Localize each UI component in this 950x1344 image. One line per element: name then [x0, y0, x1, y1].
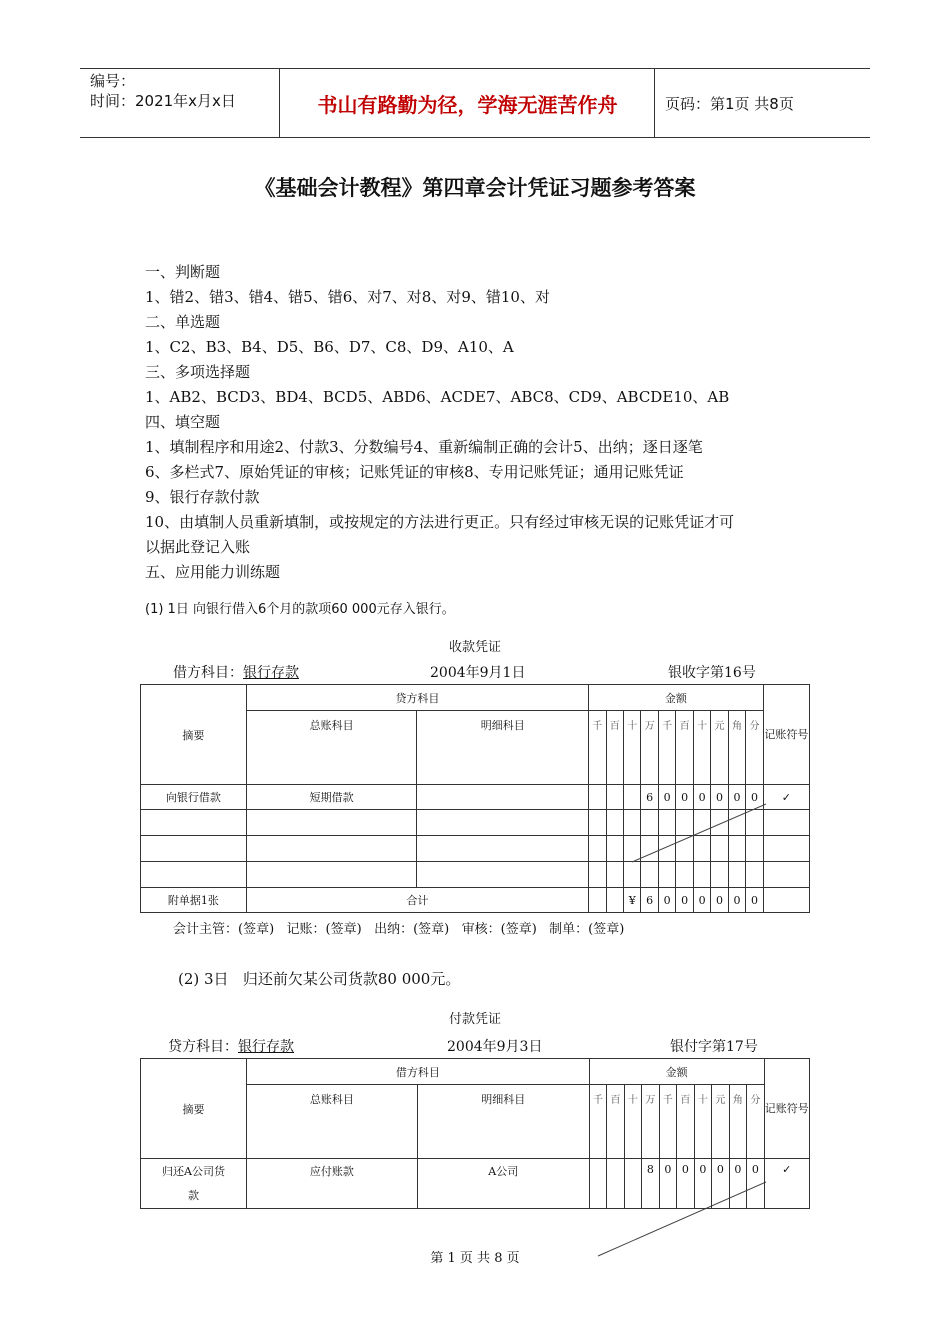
- amount-digit: 0: [747, 1159, 764, 1209]
- voucher1-account-label: 借方科目：: [173, 665, 243, 681]
- answer-line: 一、判断题: [145, 263, 221, 281]
- question-1: (1) 1日 向银行借入6个月的款项60 000元存入银行。: [145, 602, 455, 617]
- header-page-code: 页码：第1页 共8页: [665, 94, 794, 113]
- col-summary: 摘要: [141, 1059, 247, 1159]
- digit-header: 十: [623, 711, 640, 785]
- amount-digit: ¥: [623, 888, 640, 913]
- amount-digit: 0: [712, 1159, 729, 1209]
- amount-digit: 6: [641, 888, 658, 913]
- digit-header: 角: [729, 1085, 746, 1159]
- col-detail: 明细科目: [417, 1085, 589, 1159]
- col-post: 记账符号: [763, 685, 809, 785]
- document-title: 《基础会计教程》第四章会计凭证习题参考答案: [254, 176, 696, 200]
- check-mark: ✓: [763, 785, 809, 810]
- digit-header: 十: [694, 1085, 711, 1159]
- amount-digit: 0: [746, 785, 763, 810]
- amount-digit: 0: [693, 888, 710, 913]
- digit-header: 千: [589, 1085, 606, 1159]
- voucher2-account: [168, 1036, 294, 1056]
- answer-line: 9、银行存款付款: [145, 488, 260, 506]
- answer-line: 三、多项选择题: [145, 363, 251, 381]
- digit-header: 元: [712, 1085, 729, 1159]
- digit-header: 万: [642, 1085, 659, 1159]
- digit-header: 千: [659, 1085, 676, 1159]
- row-detail: A公司: [417, 1159, 589, 1209]
- col-detail: 明细科目: [417, 711, 589, 785]
- amount-digit: 0: [711, 785, 728, 810]
- page-footer: 第 1 页 共 8 页: [430, 1251, 520, 1266]
- col-post: 记账符号: [764, 1059, 809, 1159]
- col-amount: 金额: [589, 1059, 764, 1085]
- answer-line: 四、填空题: [145, 413, 221, 431]
- col-summary: 摘要: [141, 685, 247, 785]
- amount-digit: 0: [694, 1159, 711, 1209]
- answer-line: 10、由填制人员重新填制，或按规定的方法进行更正。只有经过审核无误的记账凭证才可: [145, 513, 735, 531]
- col-debit: 借方科目: [247, 1059, 590, 1085]
- voucher1-number: 银收字第16号: [668, 665, 756, 681]
- amount-digit: 0: [676, 785, 693, 810]
- answer-line: 以据此登记入账: [145, 538, 251, 556]
- total-label: 合计: [246, 888, 588, 913]
- row-general: 短期借款: [246, 785, 417, 810]
- voucher2-number: 银付字第17号: [670, 1039, 758, 1055]
- amount-digit: 8: [642, 1159, 659, 1209]
- amount-digit: 0: [729, 1159, 746, 1209]
- answer-line: 二、单选题: [145, 313, 221, 331]
- answer-line: 6、多栏式7、原始凭证的审核；记账凭证的审核8、专用记账凭证；通用记账凭证: [145, 463, 684, 481]
- amount-digit: [607, 1159, 624, 1209]
- voucher1-title: 收款凭证: [448, 640, 501, 655]
- number-label: 编号：: [90, 72, 136, 90]
- time-label: 时间：2021年x月x日: [90, 92, 236, 110]
- digit-header: 角: [728, 711, 745, 785]
- amount-digit: 0: [728, 888, 745, 913]
- col-general: 总账科目: [247, 1085, 418, 1159]
- voucher1-account-value: 银行存款: [243, 665, 299, 681]
- col-credit: 贷方科目: [246, 685, 588, 711]
- answer-line: 1、填制程序和用途2、付款3、分数编号4、重新编制正确的会计5、出纳；逐日逐笔: [145, 438, 703, 456]
- voucher2-account-value: 银行存款: [238, 1039, 294, 1055]
- digit-header: 万: [641, 711, 658, 785]
- voucher2-date: 2004年9月3日: [447, 1039, 543, 1055]
- row-general: 应付账款: [247, 1159, 418, 1209]
- amount-digit: 0: [659, 1159, 676, 1209]
- digit-header: 十: [693, 711, 710, 785]
- amount-digit: 0: [693, 785, 710, 810]
- amount-digit: 0: [728, 785, 745, 810]
- digit-header: 分: [747, 1085, 764, 1159]
- digit-header: 百: [607, 1085, 624, 1159]
- amount-digit: 0: [677, 1159, 694, 1209]
- amount-digit: 0: [658, 888, 675, 913]
- digit-header: 百: [606, 711, 623, 785]
- row-summary: 向银行借款: [141, 785, 247, 810]
- answer-line: 1、错2、错3、错4、错5、错6、对7、对8、对9、错10、对: [145, 288, 550, 306]
- digit-header: 元: [711, 711, 728, 785]
- table-row: [141, 1159, 810, 1209]
- digit-header: 百: [676, 711, 693, 785]
- attach-count: 附单据1张: [141, 888, 247, 913]
- digit-header: 千: [658, 711, 675, 785]
- col-amount: 金额: [589, 685, 764, 711]
- header-motto: 书山有路勤为径，学海无涯苦作舟: [281, 69, 655, 137]
- amount-digit: 0: [746, 888, 763, 913]
- voucher2-title: 付款凭证: [448, 1012, 501, 1027]
- digit-header: 分: [746, 711, 763, 785]
- digit-header: 十: [624, 1085, 641, 1159]
- row-summary: 归还A公司货款: [141, 1159, 247, 1209]
- amount-digit: 6: [641, 785, 658, 810]
- answer-line: 1、AB2、BCD3、BD4、BCD5、ABD6、ACDE7、ABC8、CD9、ABCDE10、AB: [145, 388, 730, 406]
- answer-line: 五、应用能力训练题: [145, 563, 281, 581]
- digit-header: 千: [589, 711, 606, 785]
- voucher2-account-label: 贷方科目：: [168, 1039, 238, 1055]
- signoff-line: 会计主管：(签章) 记账：(签章) 出纳：(签章) 审核：(签章) 制单：(签章): [173, 922, 625, 937]
- amount-digit: 0: [658, 785, 675, 810]
- col-general: 总账科目: [246, 711, 417, 785]
- answer-line: 1、C2、B3、B4、D5、B6、D7、C8、D9、A10、A: [145, 338, 514, 356]
- digit-header: 百: [677, 1085, 694, 1159]
- amount-digit: [589, 1159, 606, 1209]
- voucher1-date: 2004年9月1日: [430, 665, 526, 681]
- amount-digit: 0: [676, 888, 693, 913]
- check-mark: ✓: [764, 1159, 809, 1209]
- voucher2-table: [140, 1058, 810, 1209]
- amount-digit: 0: [711, 888, 728, 913]
- question-2: (2) 3日 归还前欠某公司货款80 000元。: [178, 970, 461, 988]
- amount-digit: [624, 1159, 641, 1209]
